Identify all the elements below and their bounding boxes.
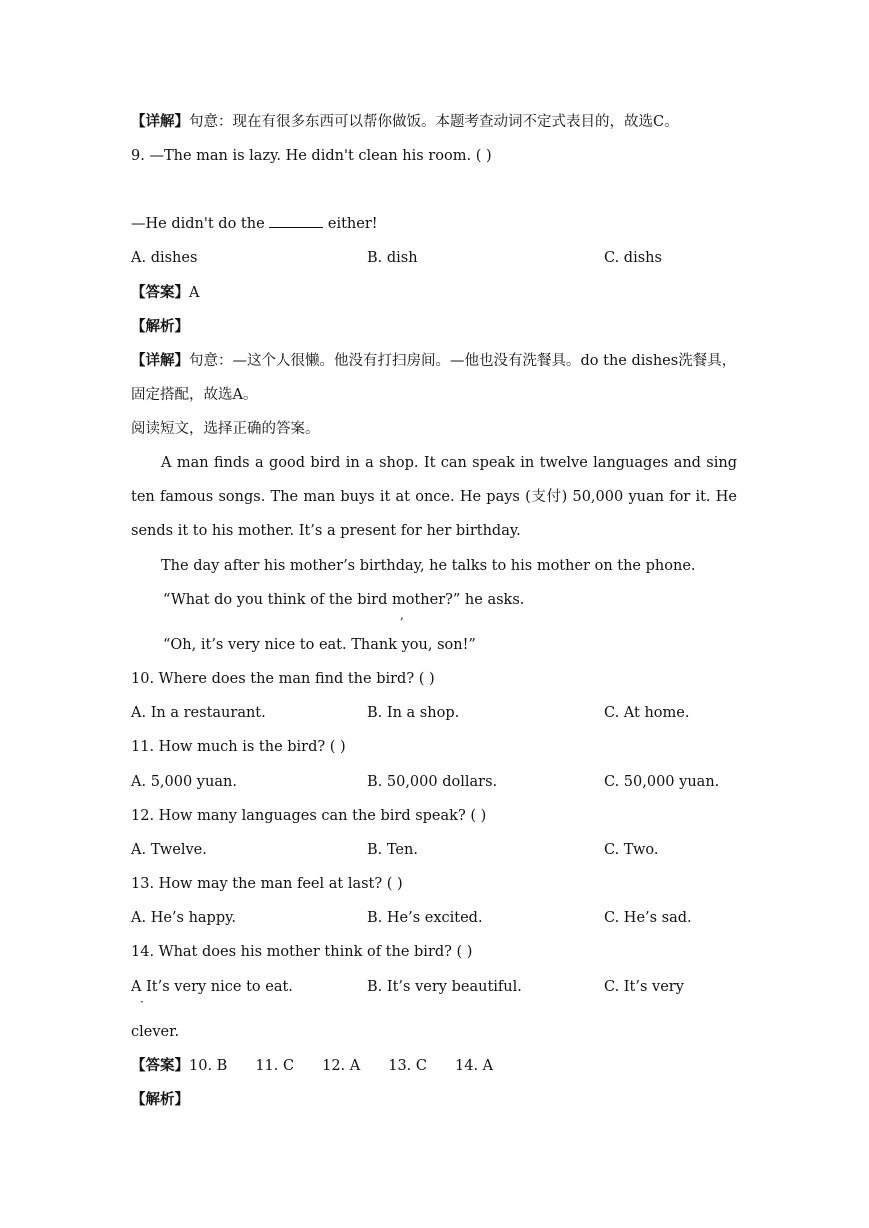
detail-label: 【详解】 <box>131 352 189 369</box>
dot-mark: · <box>140 995 144 1009</box>
question-9-stem: 9. —The man is lazy. He didn't clean his room. ( ) <box>131 148 492 164</box>
q12-option-c: C. Two. <box>604 842 659 858</box>
answer-label: 【答案】 <box>131 284 189 301</box>
answers-label: 【答案】 <box>131 1057 189 1074</box>
q12-option-b: B. Ten. <box>367 842 418 858</box>
q14-option-a: A It’s very nice to eat. <box>131 979 293 995</box>
detail-text: 句意：—这个人很懒。他没有打扫房间。—他也没有洗餐具。do the dishes洗餐具，固定搭配，故选A。 <box>131 353 737 403</box>
answer-value: A <box>189 285 200 301</box>
answer-item: 12. A <box>322 1058 361 1074</box>
q11-option-c: C. 50,000 yuan. <box>604 774 720 790</box>
q10-option-a: A. In a restaurant. <box>131 705 266 721</box>
answer-item: 11. C <box>255 1058 295 1074</box>
q10-option-b: B. In a shop. <box>367 705 460 721</box>
question-11-stem: 11. How much is the bird? ( ) <box>131 739 346 755</box>
analysis-label: 【解析】 <box>131 1091 189 1108</box>
passage-quote-1: “What do you think of the bird mother?” he asks. <box>163 592 525 608</box>
reply-before: —He didn't do the <box>131 216 270 232</box>
answer-item: 14. A <box>455 1058 494 1074</box>
question-14-stem: 14. What does his mother think of the bird? ( ) <box>131 944 473 960</box>
question-10-stem: 10. Where does the man find the bird? ( ) <box>131 671 435 687</box>
passage-paragraph-2: The day after his mother’s birthday, he talks to his mother on the phone. <box>161 558 696 574</box>
answer-item: 13. C <box>388 1058 427 1074</box>
q12-option-a: A. Twelve. <box>131 842 207 858</box>
question-13-stem: 13. How may the man feel at last? ( ) <box>131 876 403 892</box>
passage-paragraph-1: A man finds a good bird in a shop. It can speak in twelve languages and sing ten famous songs. The man buys it at once. He pays (支付) 50,000 yuan for it. He sends it to his mother. It’s a present for her birthday. <box>131 455 737 539</box>
q9-analysis-label: 【解析】 <box>131 318 189 335</box>
q9-detail <box>131 344 737 412</box>
q14-option-c-continued: clever. <box>131 1024 180 1040</box>
q10-option-c: C. At home. <box>604 705 690 721</box>
q13-option-b: B. He’s excited. <box>367 910 483 926</box>
q13-option-c: C. He’s sad. <box>604 910 692 926</box>
passage-quote-2: “Oh, it’s very nice to eat. Thank you, son!” <box>163 637 476 653</box>
detail-text: 句意：现在有很多东西可以帮你做饭。本题考查动词不定式表目的，故选C。 <box>189 114 679 130</box>
q9-option-c: C. dishs <box>604 250 662 266</box>
q11-option-b: B. 50,000 dollars. <box>367 774 498 790</box>
question-9-reply <box>131 215 378 233</box>
q11-option-a: A. 5,000 yuan. <box>131 774 237 790</box>
question-12-stem: 12. How many languages can the bird speak? ( ) <box>131 808 487 824</box>
q9-answer <box>131 284 199 302</box>
q13-option-a: A. He’s happy. <box>131 910 236 926</box>
q14-option-b: B. It’s very beautiful. <box>367 979 522 995</box>
comma-mark: , <box>400 608 404 622</box>
detail-line <box>131 113 679 131</box>
reading-instruction: 阅读短文，选择正确的答案。 <box>131 421 320 437</box>
reply-after: either! <box>323 216 378 232</box>
answers-line <box>131 1057 521 1075</box>
detail-label: 【详解】 <box>131 113 189 130</box>
answer-item: 10. B <box>189 1058 228 1074</box>
q9-option-a: A. dishes <box>131 250 198 266</box>
answer-blank <box>269 215 323 228</box>
q14-option-c: C. It’s very <box>604 979 684 995</box>
q9-option-b: B. dish <box>367 250 418 266</box>
